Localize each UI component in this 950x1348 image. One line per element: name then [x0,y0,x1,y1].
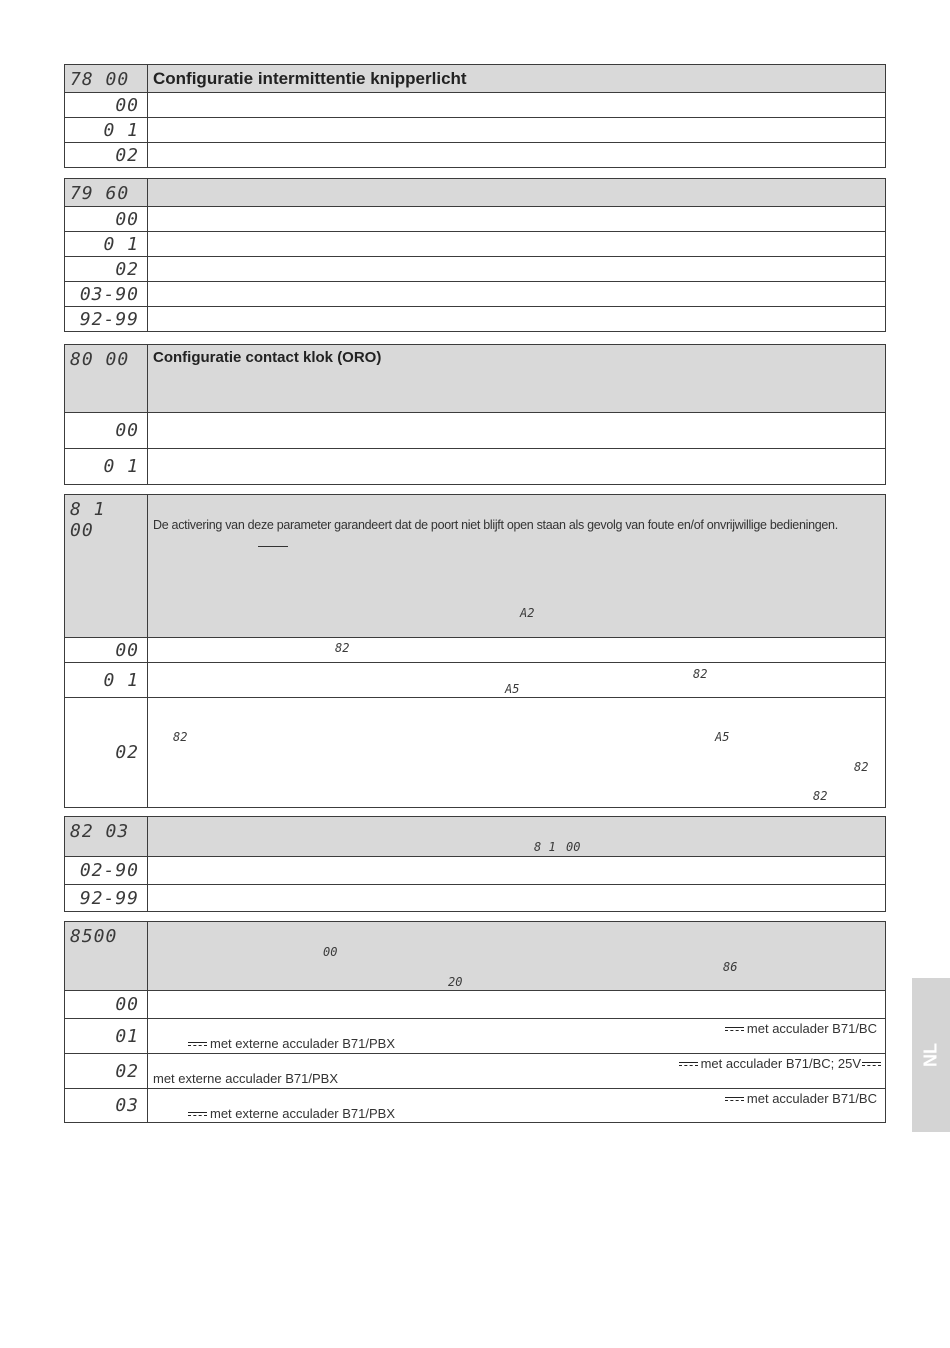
option-code: 0 1 [65,449,148,485]
table-79 [64,178,886,332]
table-78 [64,64,886,168]
option-code: 02 [65,143,148,168]
option-code: 02-90 [65,857,148,885]
option-code: 00 [65,413,148,449]
dc-symbol-icon [188,1042,207,1048]
section-description: De activering van deze parameter garandeert dat de poort niet blijft open staan als gevolg van foute en/of onvrijwillige bedieningen. A2 [148,495,886,638]
option-code: 92-99 [65,885,148,912]
option-code: 0 1 [65,118,148,143]
option-code: 00 [65,207,148,232]
option-code: 02 [65,698,148,808]
option-code: 00 [65,93,148,118]
dc-symbol-icon [188,1112,207,1118]
option-code: 03-90 [65,282,148,307]
option-code: 00 [65,638,148,663]
dc-symbol-icon [679,1062,698,1068]
param-code: 79 60 [65,179,148,207]
table-81: 8 1 00 De activering van deze parameter garandeert dat de poort niet blijft open staan als gevolg van foute en/of onvrijwillige bedieningen. A2 00 82 0 1 82 A5 02 82 A5 82 82 [64,494,886,808]
language-tab: NL [912,978,950,1132]
option-code: 03 [65,1089,148,1123]
table-80 [64,344,886,485]
option-code: 0 1 [65,663,148,698]
section-title: Configuratie intermittentie knipperlicht [148,65,886,93]
table-85: 8500 00 86 20 00 01 met acculader B71/BC met externe acculader B71/PBX 02 met acculader B71/BC; 25V met externe acculader B71/PBX 03 met acculader B71/BC met externe acculader B71/PBX [64,921,886,1123]
dc-symbol-icon [725,1097,744,1103]
param-code: 82 03 [65,817,148,857]
param-code: 8500 [65,922,148,991]
option-code: 92-99 [65,307,148,332]
option-code: 01 [65,1019,148,1054]
option-code: 02 [65,1054,148,1089]
param-code: 80 00 [65,345,148,413]
option-code: 02 [65,257,148,282]
option-code: 00 [65,991,148,1019]
table-82: 82 03 8 1 00 02-90 92-99 [64,816,886,912]
param-code: 78 00 [65,65,148,93]
param-code: 8 1 00 [65,495,148,638]
dc-symbol-icon [725,1027,744,1033]
dc-symbol-icon [862,1062,881,1068]
section-title: Configuratie contact klok (ORO) [148,345,886,413]
divider [258,546,288,547]
option-code: 0 1 [65,232,148,257]
